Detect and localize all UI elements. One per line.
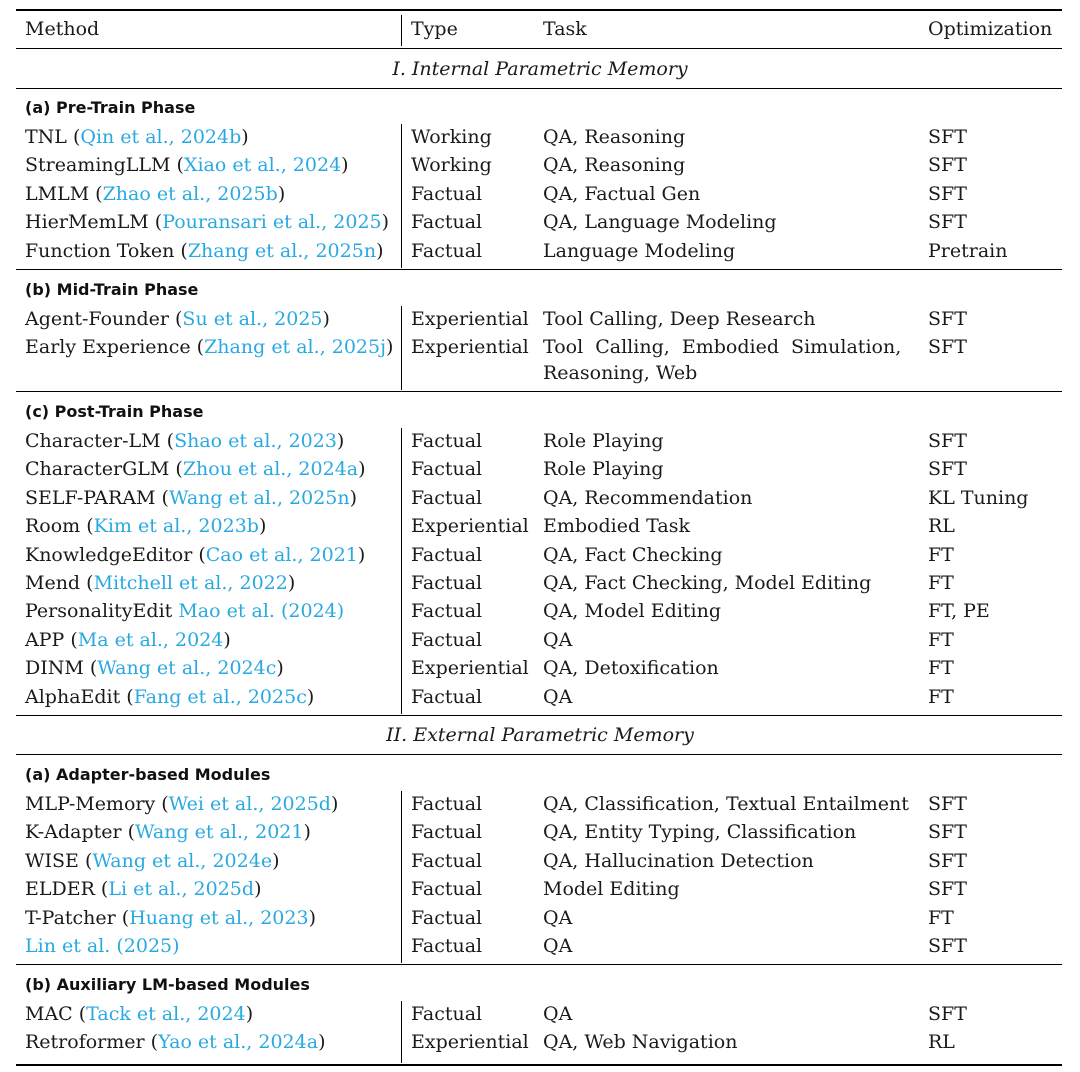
optimization-cell: SFT: [928, 336, 967, 358]
optimization-cell: SFT: [928, 850, 967, 872]
type-cell: Experiential: [411, 336, 529, 358]
type-cell: Working: [411, 154, 492, 176]
optimization-cell: FT: [928, 544, 954, 566]
optimization-cell: SFT: [928, 154, 967, 176]
task-cell: QA, Entity Typing, Classification: [543, 821, 857, 843]
citation-link[interactable]: Wang et al., 2025n: [168, 487, 350, 509]
type-cell: Factual: [411, 572, 483, 594]
task-cell: QA: [543, 629, 573, 651]
pre-train-separator: [401, 124, 402, 268]
method-cell: [25, 659, 284, 678]
method-name: Mend (: [25, 572, 94, 594]
task-cell: Role Playing: [543, 430, 664, 452]
section-title-pre-train: (a) Pre-Train Phase: [25, 98, 196, 117]
optimization-cell: FT, PE: [928, 600, 990, 622]
method-cell: [25, 602, 344, 621]
method-cell: [25, 574, 295, 593]
optimization-cell: FT: [928, 907, 954, 929]
task-cell: QA, Model Editing: [543, 600, 722, 622]
citation-link[interactable]: Cao et al., 2021: [205, 544, 358, 566]
type-cell: Factual: [411, 240, 483, 262]
part-title-internal: I. Internal Parametric Memory: [392, 58, 688, 80]
header-rule: [16, 48, 1062, 49]
section-title-post-train: (c) Post-Train Phase: [25, 402, 204, 421]
citation-link[interactable]: Zhang et al., 2025n: [187, 240, 377, 262]
section-title-adapter: (a) Adapter-based Modules: [25, 765, 271, 784]
method-name: WISE (: [25, 850, 93, 872]
citation-link[interactable]: Xiao et al., 2024: [183, 154, 342, 176]
task-cell: Language Modeling: [543, 240, 736, 262]
method-cell: [25, 242, 383, 261]
task-cell-continued: Reasoning, Web: [543, 362, 698, 384]
type-cell: Experiential: [411, 515, 529, 537]
citation-link[interactable]: Tack et al., 2024: [86, 1003, 246, 1025]
method-tail: ): [322, 308, 330, 330]
method-name: StreamingLLM (: [25, 154, 184, 176]
method-tail: ): [330, 793, 339, 815]
method-tail: ): [276, 657, 284, 679]
type-cell: Working: [411, 126, 492, 148]
type-cell: Factual: [411, 1003, 483, 1025]
method-cell: [25, 631, 231, 650]
method-cell: [25, 937, 180, 956]
optimization-cell: FT: [928, 572, 954, 594]
type-cell: Factual: [411, 907, 483, 929]
optimization-cell: SFT: [928, 430, 967, 452]
citation-link[interactable]: Shao et al., 2023: [174, 430, 337, 452]
optimization-cell: FT: [928, 629, 954, 651]
method-tail: ): [254, 878, 262, 900]
method-cell: [25, 517, 266, 536]
type-cell: Factual: [411, 878, 483, 900]
method-name: T-Patcher (: [25, 907, 130, 929]
method-tail: ): [272, 850, 280, 872]
method-name: Room (: [25, 515, 94, 537]
method-tail: ): [318, 1031, 326, 1053]
section-title-auxiliary: (b) Auxiliary LM-based Modules: [25, 975, 310, 994]
method-cell: [25, 489, 357, 508]
header-method: Method: [25, 18, 100, 40]
citation-link[interactable]: Pouransari et al., 2025: [162, 211, 382, 233]
type-cell: Factual: [411, 211, 483, 233]
method-cell: [25, 1033, 325, 1052]
citation-link[interactable]: Kim et al., 2023b: [93, 515, 259, 537]
method-name: AlphaEdit (: [25, 686, 134, 708]
optimization-cell: FT: [928, 657, 954, 679]
method-name: Character-LM (: [25, 430, 175, 452]
method-tail: ): [349, 487, 358, 509]
optimization-cell: Pretrain: [928, 240, 1008, 262]
citation-link[interactable]: Ma et al., 2024: [77, 629, 224, 651]
optimization-cell: SFT: [928, 793, 967, 815]
method-cell: [25, 310, 330, 329]
task-cell: QA, Detoxification: [543, 657, 719, 679]
citation-link[interactable]: Zhou et al., 2024a: [182, 458, 359, 480]
optimization-cell: RL: [928, 1031, 955, 1053]
method-tail: ): [277, 183, 286, 205]
optimization-cell: RL: [928, 515, 955, 537]
task-cell: QA, Fact Checking: [543, 544, 723, 566]
citation-link[interactable]: Mitchell et al., 2022: [93, 572, 288, 594]
method-tail: ): [306, 686, 315, 708]
method-tail: ): [376, 240, 384, 262]
task-cell: QA, Hallucination Detection: [543, 850, 814, 872]
citation-link[interactable]: Wang et al., 2021: [135, 821, 304, 843]
header-type: Type: [411, 18, 458, 40]
method-tail: ): [381, 211, 390, 233]
header-task: Task: [543, 18, 587, 40]
task-cell: QA, Classification, Textual Entailment: [543, 793, 909, 815]
optimization-cell: SFT: [928, 308, 967, 330]
post-train-separator: [401, 428, 402, 714]
method-name: ELDER (: [25, 878, 109, 900]
task-cell: Embodied Task: [543, 515, 690, 537]
type-cell: Factual: [411, 183, 483, 205]
method-cell: [25, 460, 366, 479]
task-cell: QA, Language Modeling: [543, 211, 777, 233]
task-cell: QA: [543, 686, 573, 708]
method-tail: ): [245, 1003, 254, 1025]
type-cell: Factual: [411, 821, 483, 843]
method-tail: ): [241, 126, 249, 148]
optimization-cell: SFT: [928, 821, 967, 843]
citation-link[interactable]: Qin et al., 2024b: [80, 126, 242, 148]
citation-link[interactable]: Su et al., 2025: [182, 308, 323, 330]
method-name: MAC (: [25, 1003, 87, 1025]
type-cell: Factual: [411, 935, 483, 957]
method-tail: ): [258, 515, 267, 537]
method-cell: [25, 880, 261, 899]
method-cell: [25, 546, 365, 565]
bottom-rule: [16, 1064, 1062, 1066]
task-cell: QA, Recommendation: [543, 487, 753, 509]
task-cell: Tool Calling, Deep Research: [543, 308, 816, 330]
method-cell: [25, 432, 344, 451]
type-cell: Experiential: [411, 308, 529, 330]
mid-train-separator: [401, 306, 402, 390]
type-cell: Factual: [411, 600, 483, 622]
method-name: HierMemLM (: [25, 211, 163, 233]
type-cell: Factual: [411, 793, 483, 815]
adapter-separator: [401, 791, 402, 963]
task-cell: QA: [543, 1003, 573, 1025]
method-tail: ): [357, 544, 366, 566]
method-name: PersonalityEdit: [25, 600, 179, 622]
optimization-cell: SFT: [928, 935, 967, 957]
method-tail: ): [336, 430, 345, 452]
citation-link[interactable]: Yao et al., 2024a: [158, 1031, 319, 1053]
task-cell: QA: [543, 907, 573, 929]
task-cell: Role Playing: [543, 458, 664, 480]
method-cell: [25, 1005, 253, 1024]
method-name: CharacterGLM (: [25, 458, 183, 480]
section-adapter-end-rule: [16, 964, 1062, 965]
task-cell: Tool Calling, Embodied Simulation,: [543, 336, 902, 358]
part-2-top-rule: [16, 715, 1062, 716]
method-cell: [25, 852, 279, 871]
method-name: LMLM (: [25, 183, 103, 205]
task-cell: Model Editing: [543, 878, 680, 900]
method-tail: ): [358, 458, 366, 480]
method-tail: ): [386, 336, 394, 358]
method-cell: [25, 909, 316, 928]
method-name: APP (: [25, 629, 78, 651]
auxiliary-separator: [401, 1001, 402, 1063]
citation-link[interactable]: Zhao et al., 2025b: [102, 183, 278, 205]
type-cell: Factual: [411, 629, 483, 651]
section-title-mid-train: (b) Mid-Train Phase: [25, 280, 199, 299]
part-1-rule: [16, 88, 1062, 89]
method-tail: ): [287, 572, 296, 594]
type-cell: Factual: [411, 686, 483, 708]
optimization-cell: SFT: [928, 211, 967, 233]
type-cell: Factual: [411, 430, 483, 452]
optimization-cell: FT: [928, 686, 954, 708]
part-title-external: II. External Parametric Memory: [386, 724, 694, 746]
optimization-cell: KL Tuning: [928, 487, 1029, 509]
method-cell: [25, 185, 285, 204]
method-name: TNL (: [25, 126, 81, 148]
section-a-end-rule: [16, 269, 1062, 270]
method-cell: [25, 688, 314, 707]
optimization-cell: SFT: [928, 878, 967, 900]
method-name: SELF-PARAM (: [25, 487, 169, 509]
citation-link[interactable]: Lin et al. (2025): [25, 935, 180, 957]
method-tail: ): [303, 821, 311, 843]
type-cell: Experiential: [411, 1031, 529, 1053]
type-cell: Factual: [411, 487, 483, 509]
method-tail: ): [308, 907, 316, 929]
optimization-cell: SFT: [928, 183, 967, 205]
optimization-cell: SFT: [928, 458, 967, 480]
citation-link[interactable]: Wei et al., 2025d: [168, 793, 331, 815]
part-2-rule: [16, 754, 1062, 755]
method-cell: [25, 128, 249, 147]
method-name: Agent-Founder (: [25, 308, 183, 330]
method-name: Retroformer (: [25, 1031, 159, 1053]
citation-link[interactable]: Wang et al., 2024e: [92, 850, 273, 872]
section-b-end-rule: [16, 391, 1062, 392]
method-name: Function Token (: [25, 240, 188, 262]
task-cell: QA, Web Navigation: [543, 1031, 738, 1053]
method-name: K-Adapter (: [25, 821, 136, 843]
citation-link[interactable]: Wang et al., 2024c: [97, 657, 277, 679]
task-cell: QA, Reasoning: [543, 126, 686, 148]
citation-link[interactable]: Mao et al. (2024): [178, 600, 345, 622]
type-cell: Factual: [411, 850, 483, 872]
task-cell: QA: [543, 935, 573, 957]
header-optimization: Optimization: [928, 18, 1053, 40]
task-cell: QA, Factual Gen: [543, 183, 701, 205]
type-cell: Experiential: [411, 657, 529, 679]
top-rule: [16, 9, 1062, 11]
task-cell: QA, Reasoning: [543, 154, 686, 176]
citation-link[interactable]: Huang et al., 2023: [129, 907, 309, 929]
citation-link[interactable]: Zhang et al., 2025j: [204, 336, 387, 358]
method-cell: [25, 156, 349, 175]
citation-link[interactable]: Fang et al., 2025c: [133, 686, 307, 708]
optimization-cell: SFT: [928, 126, 967, 148]
task-cell: QA, Fact Checking, Model Editing: [543, 572, 872, 594]
method-cell: [25, 338, 393, 357]
method-name: KnowledgeEditor (: [25, 544, 206, 566]
method-tail: ): [223, 629, 231, 651]
type-cell: Factual: [411, 458, 483, 480]
citation-link[interactable]: Li et al., 2025d: [108, 878, 255, 900]
method-name: Early Experience (: [25, 336, 205, 358]
type-cell: Factual: [411, 544, 483, 566]
method-cell: [25, 795, 338, 814]
method-name: MLP-Memory (: [25, 793, 169, 815]
method-name: DINM (: [25, 657, 98, 679]
header-separator: [401, 15, 402, 46]
method-tail: ): [341, 154, 349, 176]
method-cell: [25, 823, 311, 842]
method-cell: [25, 213, 389, 232]
optimization-cell: SFT: [928, 1003, 967, 1025]
